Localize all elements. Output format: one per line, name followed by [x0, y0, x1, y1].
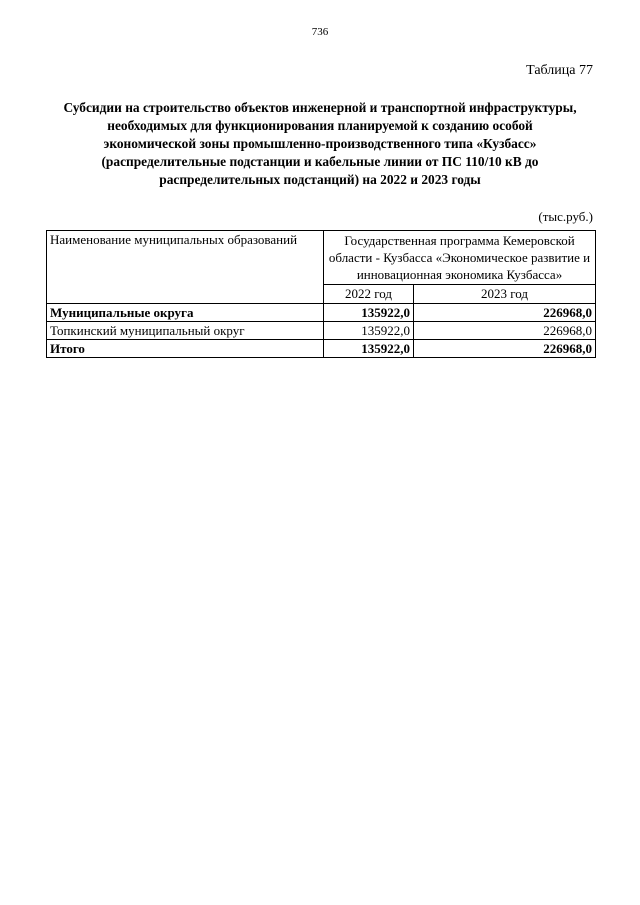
table-row — [47, 322, 596, 340]
title-line: Субсидии на строительство объектов инженерной и транспортной инфраструктуры, — [63, 100, 577, 115]
table-row — [47, 304, 596, 322]
row-value-2023: 226968,0 — [414, 322, 596, 340]
header-program: Государственная программа Кемеровской области - Кузбасса «Экономическое развитие и инновационная экономика Кузбасса» — [324, 231, 596, 285]
header-name-column: Наименование муниципальных образований — [47, 231, 324, 304]
title-line: (распределительные подстанции и кабельные линии от ПС 110/10 кВ до — [101, 154, 539, 169]
row-value-2022: 135922,0 — [324, 340, 414, 358]
row-name: Муниципальные округа — [47, 304, 324, 322]
row-value-2023: 226968,0 — [414, 304, 596, 322]
table-row-total — [47, 340, 596, 358]
title-line: необходимых для функционирования планируемой к созданию особой — [107, 118, 533, 133]
row-value-2022: 135922,0 — [324, 304, 414, 322]
document-title — [40, 99, 600, 189]
table-header-row — [47, 231, 596, 285]
row-name: Итого — [47, 340, 324, 358]
header-year-2023: 2023 год — [414, 285, 596, 304]
row-value-2022: 135922,0 — [324, 322, 414, 340]
title-line: распределительных подстанций) на 2022 и 2023 годы — [159, 172, 481, 187]
page-number: 736 — [311, 26, 329, 38]
row-name: Топкинский муниципальный округ — [47, 322, 324, 340]
subsidy-table — [46, 230, 596, 358]
row-value-2023: 226968,0 — [414, 340, 596, 358]
header-year-2022: 2022 год — [324, 285, 414, 304]
table-label: Таблица 77 — [526, 63, 593, 78]
units-label: (тыс.руб.) — [538, 209, 593, 224]
title-line: экономической зоны промышленно-производственного типа «Кузбасс» — [103, 136, 537, 151]
